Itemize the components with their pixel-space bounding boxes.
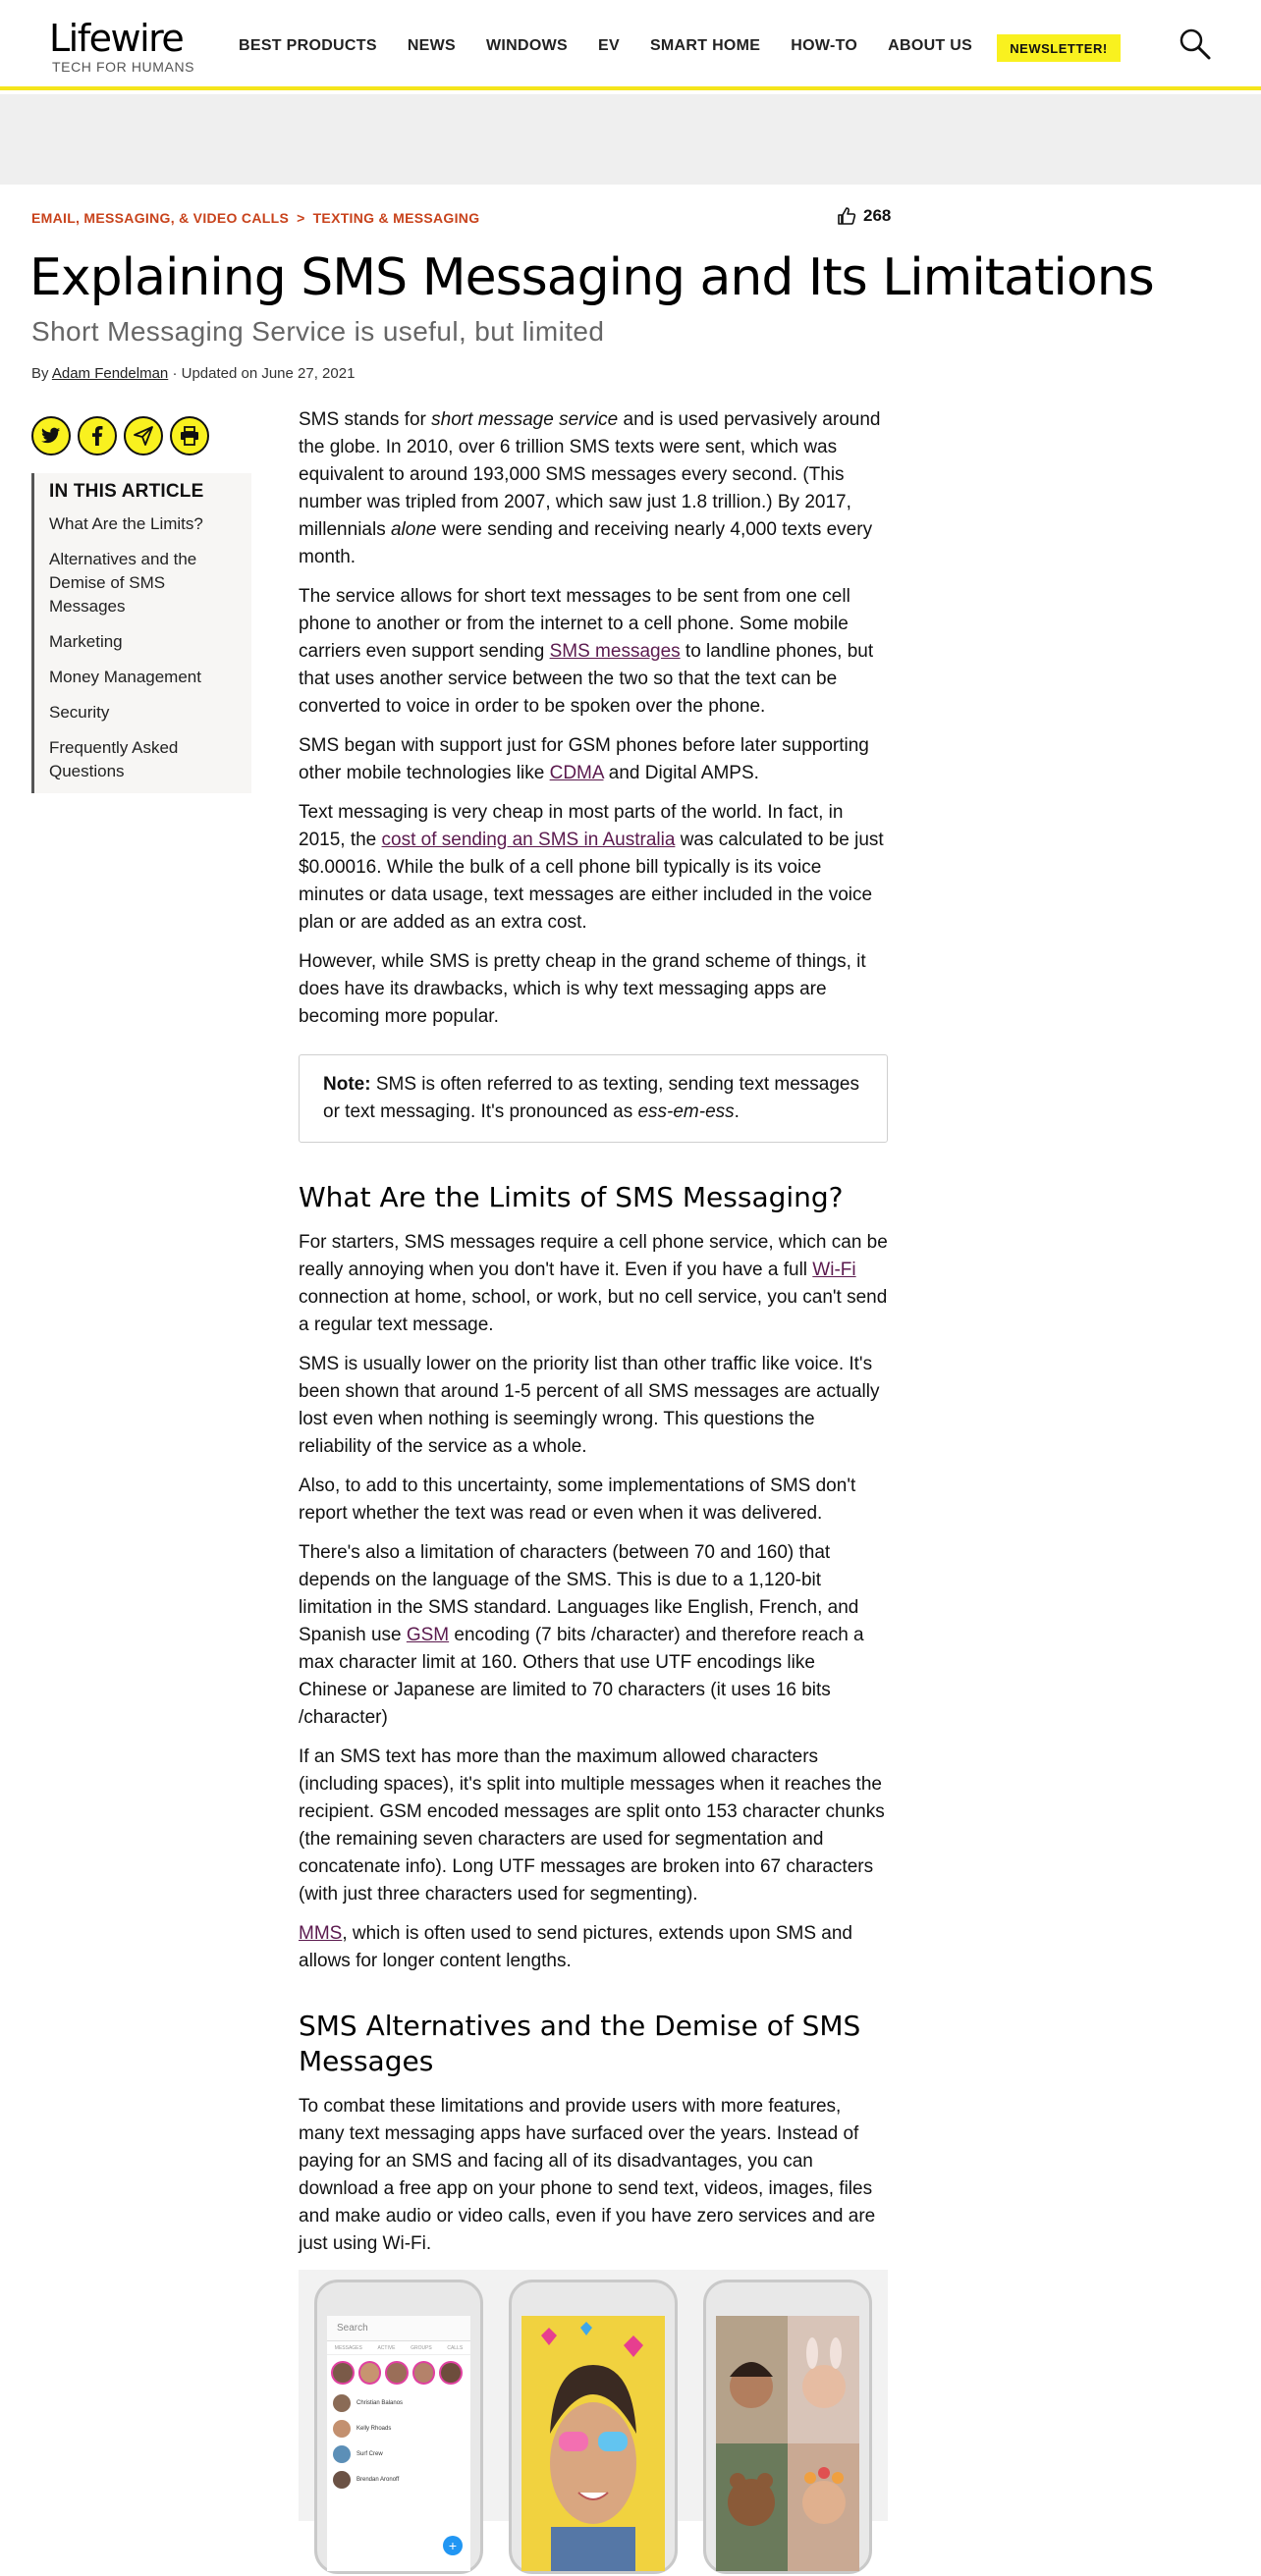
nav-best-products[interactable]: BEST PRODUCTS: [239, 37, 377, 54]
app-search-bar: Search: [327, 2316, 470, 2341]
list-item: Surf Crew: [327, 2442, 470, 2467]
author-link[interactable]: Adam Fendelman: [51, 365, 169, 382]
breadcrumb-email-messaging[interactable]: EMAIL, MESSAGING, & VIDEO CALLS: [31, 210, 290, 226]
nav-smart-home[interactable]: SMART HOME: [649, 37, 761, 54]
site-logo[interactable]: [49, 18, 194, 75]
note-callout: Note: SMS is often referred to as texting, sending text messages or text messaging. It's pronounced as ess-em-ess.: [299, 1054, 888, 1143]
article-subtitle: Short Messaging Service is useful, but limited: [31, 316, 605, 347]
toc-item-money-management[interactable]: Money Management: [49, 668, 201, 686]
breadcrumb-separator: >: [297, 210, 305, 226]
paragraph: There's also a limitation of characters (between 70 and 160) that depends on the language of the SMS. This is due to a 1,120-bit limitation in the SMS standard. Languages like English, French, and Spanish use GSM encoding (7 bits /character) and therefore reach a max character limit at 160. Others that use UTF encodings like Chinese or Japanese are limited to 70 characters (it uses 16 bits /character): [299, 1542, 864, 1728]
paragraph: For starters, SMS messages require a cell phone service, which can be really annoying when you don't have it. Even if you have a full Wi-Fi connection at home, school, or work, but no cell service, you can't send a regular text message.: [299, 1232, 888, 1335]
paragraph: SMS is usually lower on the priority list than other traffic like voice. It's been shown that around 1-5 percent of all SMS messages are actually lost even when nothing is seemingly wrong. This questions the reliability of the service as a whole.: [299, 1354, 880, 1457]
paragraph: MMS, which is often used to send pictures, extends upon SMS and allows for longer content lengths.: [299, 1923, 852, 1971]
phone-snapchat-filter: [509, 2280, 678, 2574]
paragraph: SMS stands for short message service and is used pervasively around the globe. In 2010, over 6 trillion SMS texts were sent, which was equivalent to around 193,000 SMS messages every second. (This number was tripled from 2007, which saw just 1.8 trillion.) By 2017, millennials alone were sending and receiving nearly 4,000 texts every month.: [299, 409, 881, 567]
paragraph: The service allows for short text messages to be sent from one cell phone to another or from the internet to a cell phone. Some mobile carriers even support sending SMS messages to landline phones, but that uses another service between the two so that the text can be converted to voice in order to be spoken over the phone.: [299, 586, 874, 717]
share-bar: [31, 416, 216, 456]
video-call-photo: [716, 2316, 859, 2571]
toc-item-faq[interactable]: Frequently Asked Questions: [49, 738, 179, 780]
byline-by: By: [31, 365, 49, 382]
paragraph: If an SMS text has more than the maximum allowed characters (including spaces), it's split into multiple messages when it reaches the recipient. GSM encoded messages are split onto 153 character chunks (the remaining seven characters are used for segmentation and concatenate info). Long UTF messages are broken into 67 characters (with just three characters used for segmenting).: [299, 1746, 885, 1905]
avatar: [331, 2361, 355, 2385]
article-body: [299, 406, 888, 2270]
phone-screen: [327, 2316, 470, 2571]
app-tabs: MESSAGES ACTIVE GROUPS CALLS: [327, 2341, 470, 2355]
messaging-apps-image: [299, 2270, 888, 2553]
phone-video-call: [703, 2280, 872, 2574]
paragraph: However, while SMS is pretty cheap in the grand scheme of things, it does have its drawbacks, which is why text messaging apps are becoming more popular.: [299, 951, 866, 1027]
article-title: Explaining SMS Messaging and Its Limitations: [29, 248, 1154, 307]
paragraph: To combat these limitations and provide users with more features, many text messaging apps have surfaced over the years. Instead of paying for an SMS and facing all of its disadvantages, you can download a free app on your phone to send text, videos, images, files and make audio or video calls, even if you have zero services and are just using Wi-Fi.: [299, 2096, 876, 2254]
toc-item-marketing[interactable]: Marketing: [49, 632, 123, 651]
main-nav: [239, 37, 1003, 55]
toc-item-limits[interactable]: What Are the Limits?: [49, 514, 203, 533]
twitter-icon[interactable]: [31, 416, 71, 456]
paragraph: Also, to add to this uncertainty, some implementations of SMS don't report whether the text was read or even when it was delivered.: [299, 1476, 856, 1524]
newsletter-button[interactable]: NEWSLETTER!: [997, 34, 1121, 62]
print-icon[interactable]: [170, 416, 209, 456]
email-share-icon[interactable]: [124, 416, 163, 456]
heading-alternatives: SMS Alternatives and the Demise of SMS Messages: [299, 2010, 861, 2077]
logo-wordmark: Lifewire: [49, 17, 184, 60]
updated-date: Updated on June 27, 2021: [181, 365, 356, 382]
thumbs-up-icon: [837, 206, 856, 226]
table-of-contents: [31, 473, 251, 793]
list-item: Kelly Rhoads: [327, 2416, 470, 2442]
cdma-link[interactable]: CDMA: [549, 763, 604, 783]
heading-limits: What Are the Limits of SMS Messaging?: [299, 1181, 844, 1213]
plus-icon: +: [443, 2536, 463, 2555]
list-item: Brendan Aronoff: [327, 2467, 470, 2493]
like-count: 268: [863, 206, 892, 225]
sms-messages-link[interactable]: SMS messages: [549, 641, 681, 662]
face-filter-photo: [521, 2316, 665, 2571]
story-avatars: [327, 2355, 470, 2390]
gsm-link[interactable]: GSM: [406, 1625, 450, 1645]
avatar: [385, 2361, 409, 2385]
avatar: [439, 2361, 463, 2385]
paragraph: SMS began with support just for GSM phones before later supporting other mobile technologies like CDMA and Digital AMPS.: [299, 735, 869, 783]
phone-screen: [716, 2316, 859, 2571]
nav-ev[interactable]: EV: [598, 37, 620, 54]
nav-news[interactable]: NEWS: [407, 37, 457, 54]
toc-item-security[interactable]: Security: [49, 703, 110, 722]
facebook-icon[interactable]: [78, 416, 117, 456]
avatar: [358, 2361, 382, 2385]
toc-heading: IN THIS ARTICLE: [49, 481, 204, 502]
note-label: Note:: [323, 1074, 371, 1095]
nav-how-to[interactable]: HOW-TO: [791, 37, 858, 54]
logo-tagline: TECH FOR HUMANS: [52, 59, 195, 75]
byline: [31, 365, 355, 382]
breadcrumb: [31, 210, 479, 226]
nav-about-us[interactable]: ABOUT US: [888, 37, 973, 54]
ad-placeholder: [0, 94, 1261, 185]
paragraph: Text messaging is very cheap in most parts of the world. In fact, in 2015, the cost of sending an SMS in Australia was calculated to be just $0.00016. While the bulk of a cell phone bill typically is its voice minutes or data usage, text messages are either included in the voice plan or are added as an extra cost.: [299, 802, 884, 933]
byline-dot: ·: [172, 365, 178, 382]
phone-screen: [521, 2316, 665, 2571]
nav-windows[interactable]: WINDOWS: [486, 37, 568, 54]
like-button[interactable]: [837, 206, 891, 226]
mms-link[interactable]: MMS: [299, 1923, 343, 1944]
site-header: [0, 0, 1261, 90]
search-icon[interactable]: [1179, 27, 1212, 61]
list-item: Christian Balanos: [327, 2390, 470, 2416]
toc-item-alternatives[interactable]: Alternatives and the Demise of SMS Messages: [49, 550, 197, 616]
sms-cost-australia-link[interactable]: cost of sending an SMS in Australia: [381, 830, 676, 850]
phone-messenger: [314, 2280, 483, 2574]
breadcrumb-texting-messaging[interactable]: TEXTING & MESSAGING: [312, 210, 480, 226]
wifi-link[interactable]: Wi-Fi: [812, 1260, 856, 1280]
avatar: [412, 2361, 436, 2385]
